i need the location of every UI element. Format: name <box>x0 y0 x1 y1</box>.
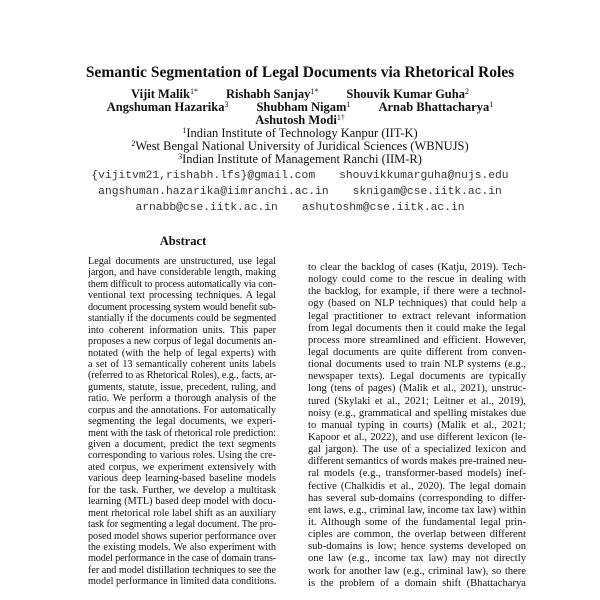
text-line: ral models (e.g., transformer-based models) inef- <box>308 468 526 480</box>
affiliation <box>0 140 600 152</box>
text-line: fer and model distillation techniques to see the <box>88 564 276 576</box>
text-line: ment with the task of rhetorical role prediction: <box>88 427 276 439</box>
text-line: a set of 13 semantically coherent units labels <box>88 358 276 370</box>
affiliation <box>0 153 600 165</box>
text-line: ated corpus, we experiment extensively with <box>88 461 276 473</box>
introduction-column <box>308 262 526 590</box>
affiliation-name: West Bengal National University of Juridical Sciences (WBNUJS) <box>135 139 469 153</box>
text-line: process more streamlined and efficient. However, <box>308 334 526 346</box>
affiliation-mark: 1 <box>182 126 187 135</box>
email-row <box>0 170 600 183</box>
text-line: jargon, and have considerable length, making <box>88 267 276 279</box>
text-line: nology could come to the rescue in dealing with <box>308 274 526 286</box>
text-line: (referred to as Rhetorical Roles), e.g., facts, ar- <box>88 370 276 382</box>
email-row <box>0 202 600 215</box>
author-affiliation-mark: 3 <box>224 100 229 109</box>
text-line: proposes a new corpus of legal documents an- <box>88 336 276 348</box>
text-line: has several sub-domains (corresponding to differ- <box>308 492 526 504</box>
email-address: angshuman.hazarika@iimranchi.ac.in <box>98 186 329 198</box>
author-name: Arnab Bhattacharya$^1$ <box>378 100 494 114</box>
text-line: Kapoor et al., 2022), and use different lexicon (le- <box>308 431 526 443</box>
text-line: legal practitioner to extract relevant information <box>308 310 526 322</box>
text-line: sub-domains is low; hence systems developed on <box>308 541 526 553</box>
text-line: it. Although some of the fundamental legal prin- <box>308 516 526 528</box>
email-address: shouvikkumarguha@nujs.edu <box>339 170 509 182</box>
text-line: ciples are common, the overlap between different <box>308 529 526 541</box>
affiliation-name: Indian Institute of Management Ranchi (IIM-R) <box>182 152 422 166</box>
author-row <box>0 88 600 100</box>
author-affiliation-mark: 1 <box>489 100 494 109</box>
author-row <box>0 101 600 113</box>
abstract-heading: Abstract <box>159 234 207 248</box>
author-affiliation-mark: 2 <box>464 87 469 96</box>
text-line: model performance in limited data conditions. <box>88 576 276 588</box>
text-line: segmenting the legal documents, we experi- <box>88 416 276 428</box>
author-row <box>0 114 600 126</box>
text-line: task for segmenting a legal document. The pro- <box>88 519 276 531</box>
text-line: for the task. Further, we develop a multitask <box>88 484 276 496</box>
text-line: newspaper texts). Legal documents are typically <box>308 371 526 383</box>
paper-title: Semantic Segmentation of Legal Documents via Rhetorical Roles <box>85 64 515 81</box>
text-line: corresponding to various roles. Using the cre- <box>88 450 276 462</box>
affiliation-mark: 3 <box>178 152 183 161</box>
text-line: gal jargon). The use of a specialized lexicon and <box>308 444 526 456</box>
author-name: Rishabh Sanjay$^{1*}$ <box>225 87 319 101</box>
text-line: from legal documents then it could make the legal <box>308 322 526 334</box>
affiliation <box>0 127 600 139</box>
text-line: noisy (e.g., grammatical and spelling mistakes due <box>308 407 526 419</box>
text-line: legal documents are quite different from conven- <box>308 346 526 358</box>
author-name: Shubham Nigam$^1$ <box>256 100 351 114</box>
affiliation-name: Indian Institute of Technology Kanpur (IIT-K) <box>186 126 418 140</box>
email-address: arnabb@cse.iitk.ac.in <box>135 202 278 214</box>
text-line: corpus and the annotations. For automatically <box>88 404 276 416</box>
text-line: ogy (based on NLP techniques) that could help a <box>308 298 526 310</box>
text-line: ment rhetorical role label shift as an auxiliary <box>88 507 276 519</box>
author-name: Ashutosh Modi$^{1\dagger}$ <box>255 113 345 127</box>
author-name: Shouvik Kumar Guha$^2$ <box>346 87 469 101</box>
email-address: ashutoshm@cse.iitk.ac.in <box>301 202 465 214</box>
text-line: the existing models. We also experiment with <box>88 541 276 553</box>
text-line: different semantics of words makes pre-trained neu- <box>308 456 526 468</box>
author-affiliation-mark: 1* <box>310 87 319 96</box>
text-line: document processing system would benefit sub- <box>88 301 276 313</box>
text-line: tional documents used to train NLP systems (e.g., <box>308 359 526 371</box>
text-line: various deep learning-based baseline models <box>88 473 276 485</box>
text-line: them difficult to process automatically via con- <box>88 278 276 290</box>
author-affiliation-mark: 1* <box>189 87 198 96</box>
author-affiliation-mark: 1† <box>336 113 345 122</box>
text-line: fective (Chalkidis et al., 2020). The legal domain <box>308 480 526 492</box>
text-line: ent laws, e.g., criminal law, income tax law) within <box>308 504 526 516</box>
affiliation-mark: 2 <box>131 139 136 148</box>
text-line: notated (with the help of legal experts) with <box>88 347 276 359</box>
email-address: {vijitvm21,rishabh.lfs}@gmail.com <box>91 170 316 182</box>
text-line: tured (Skylaki et al., 2021; Leitner et al., 2019), <box>308 395 526 407</box>
text-line: given a document, predict the text segments <box>88 439 276 450</box>
text-line: guments, statute, issue, precedent, ruling, and <box>88 381 276 393</box>
text-line: stantially if the documents could be segmented <box>88 313 276 325</box>
text-line: posed model shows superior performance over <box>88 530 276 542</box>
text-line: one law (e.g., income tax law) may not directly <box>308 553 526 565</box>
text-line: ratio. We perform a thorough analysis of the <box>88 393 276 405</box>
text-line: learning (MTL) based deep model with docu- <box>88 496 276 508</box>
text-line: ventional text processing techniques. A legal <box>88 290 276 302</box>
text-line: is the problem of a domain shift (Bhattacharya <box>308 577 526 589</box>
text-line: model performance in the case of domain trans- <box>88 553 276 565</box>
text-line: work for another law (e.g., criminal law), so there <box>308 565 526 577</box>
text-line: to clear the backlog of cases (Katju, 2019). Tech- <box>308 262 526 273</box>
text-line: into coherent information units. This paper <box>88 324 276 336</box>
author-name: Vijit Malik$^{1*}$ <box>131 87 198 101</box>
text-line: to manual typing in courts) (Malik et al., 2021; <box>308 419 526 431</box>
text-line: Legal documents are unstructured, use legal <box>88 256 276 267</box>
abstract-body <box>88 256 276 588</box>
email-address: sknigam@cse.iitk.ac.in <box>352 186 502 198</box>
author-name: Angshuman Hazarika$^3$ <box>106 100 229 114</box>
text-line: long (tens of pages) (Malik et al., 2021), unstruc- <box>308 383 526 395</box>
email-row <box>0 186 600 199</box>
author-affiliation-mark: 1 <box>346 100 351 109</box>
text-line: the backlog, for example, if there were a technol- <box>308 286 526 298</box>
